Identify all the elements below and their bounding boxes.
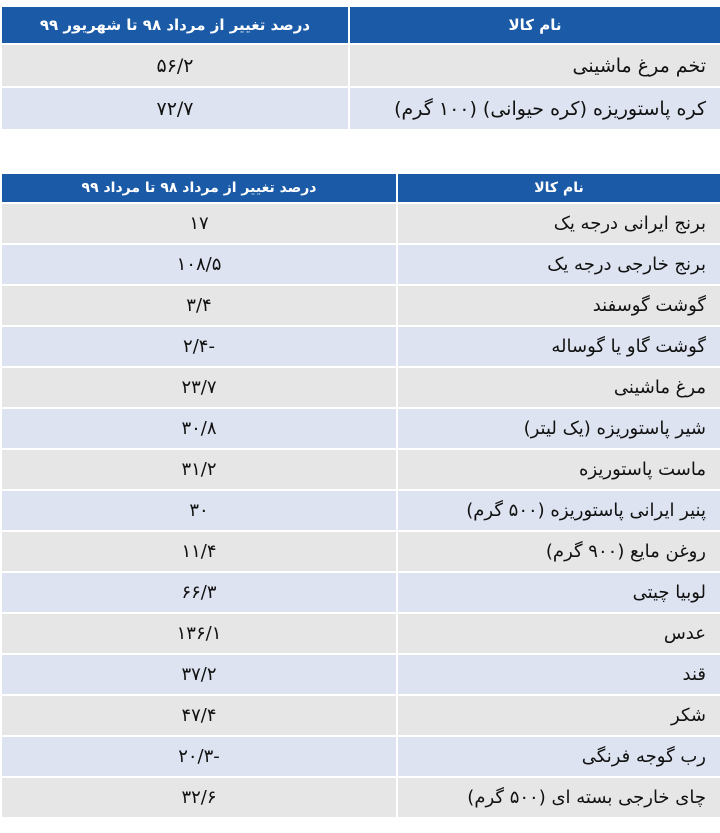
percent-change-cell: ۴۷/۴ (1, 695, 397, 736)
item-name-cell: شکر (397, 695, 720, 736)
item-name-cell: رب گوجه فرنگی (397, 736, 720, 777)
percent-change-cell: -۲/۴ (1, 326, 397, 367)
table-row (1, 531, 720, 572)
percent-change-cell: ۱۰۸/۵ (1, 244, 397, 285)
table-body (1, 203, 720, 818)
table-row (1, 490, 720, 531)
item-name-cell: کره پاستوریزه (کره حیوانی) (۱۰۰ گرم) (349, 87, 720, 130)
item-name-cell: عدس (397, 613, 720, 654)
item-name-cell: گوشت گاو یا گوساله (397, 326, 720, 367)
table-row (1, 285, 720, 326)
table-header-row (1, 173, 720, 203)
price-change-table-2 (0, 172, 720, 819)
percent-change-cell: ۳/۴ (1, 285, 397, 326)
table-row (1, 695, 720, 736)
table-row (1, 572, 720, 613)
table-row (1, 613, 720, 654)
item-name-cell: تخم مرغ ماشینی (349, 44, 720, 87)
table-row (1, 326, 720, 367)
table-row (1, 449, 720, 490)
percent-change-cell: ۳۷/۲ (1, 654, 397, 695)
table-row (1, 654, 720, 695)
percent-change-cell: ۱۷ (1, 203, 397, 244)
item-name-cell: برنج خارجی درجه یک (397, 244, 720, 285)
table-header-row (1, 6, 720, 44)
percent-change-cell: -۲۰/۳ (1, 736, 397, 777)
price-change-table-1 (0, 5, 720, 131)
column-header-change: درصد تغییر از مرداد ۹۸ تا مرداد ۹۹ (1, 173, 397, 203)
item-name-cell: گوشت گوسفند (397, 285, 720, 326)
column-header-change: درصد تغییر از مرداد ۹۸ تا شهریور ۹۹ (1, 6, 349, 44)
table-row (1, 203, 720, 244)
table-row (1, 736, 720, 777)
percent-change-cell: ۵۶/۲ (1, 44, 349, 87)
percent-change-cell: ۱۳۶/۱ (1, 613, 397, 654)
item-name-cell: لوبیا چیتی (397, 572, 720, 613)
percent-change-cell: ۳۰/۸ (1, 408, 397, 449)
percent-change-cell: ۳۲/۶ (1, 777, 397, 818)
table-row (1, 367, 720, 408)
column-header-name: نام کالا (349, 6, 720, 44)
table-row (1, 244, 720, 285)
item-name-cell: مرغ ماشینی (397, 367, 720, 408)
percent-change-cell: ۳۱/۲ (1, 449, 397, 490)
item-name-cell: شیر پاستوریزه (یک لیتر) (397, 408, 720, 449)
item-name-cell: قند (397, 654, 720, 695)
percent-change-cell: ۱۱/۴ (1, 531, 397, 572)
table-body (1, 44, 720, 130)
percent-change-cell: ۲۳/۷ (1, 367, 397, 408)
table-row (1, 777, 720, 818)
percent-change-cell: ۶۶/۳ (1, 572, 397, 613)
table-row (1, 44, 720, 87)
table-row (1, 408, 720, 449)
item-name-cell: روغن مایع (۹۰۰ گرم) (397, 531, 720, 572)
item-name-cell: برنج ایرانی درجه یک (397, 203, 720, 244)
column-header-name: نام کالا (397, 173, 720, 203)
table-row (1, 87, 720, 130)
item-name-cell: پنیر ایرانی پاستوریزه (۵۰۰ گرم) (397, 490, 720, 531)
percent-change-cell: ۷۲/۷ (1, 87, 349, 130)
percent-change-cell: ۳۰ (1, 490, 397, 531)
item-name-cell: ماست پاستوریزه (397, 449, 720, 490)
item-name-cell: چای خارجی بسته ای (۵۰۰ گرم) (397, 777, 720, 818)
